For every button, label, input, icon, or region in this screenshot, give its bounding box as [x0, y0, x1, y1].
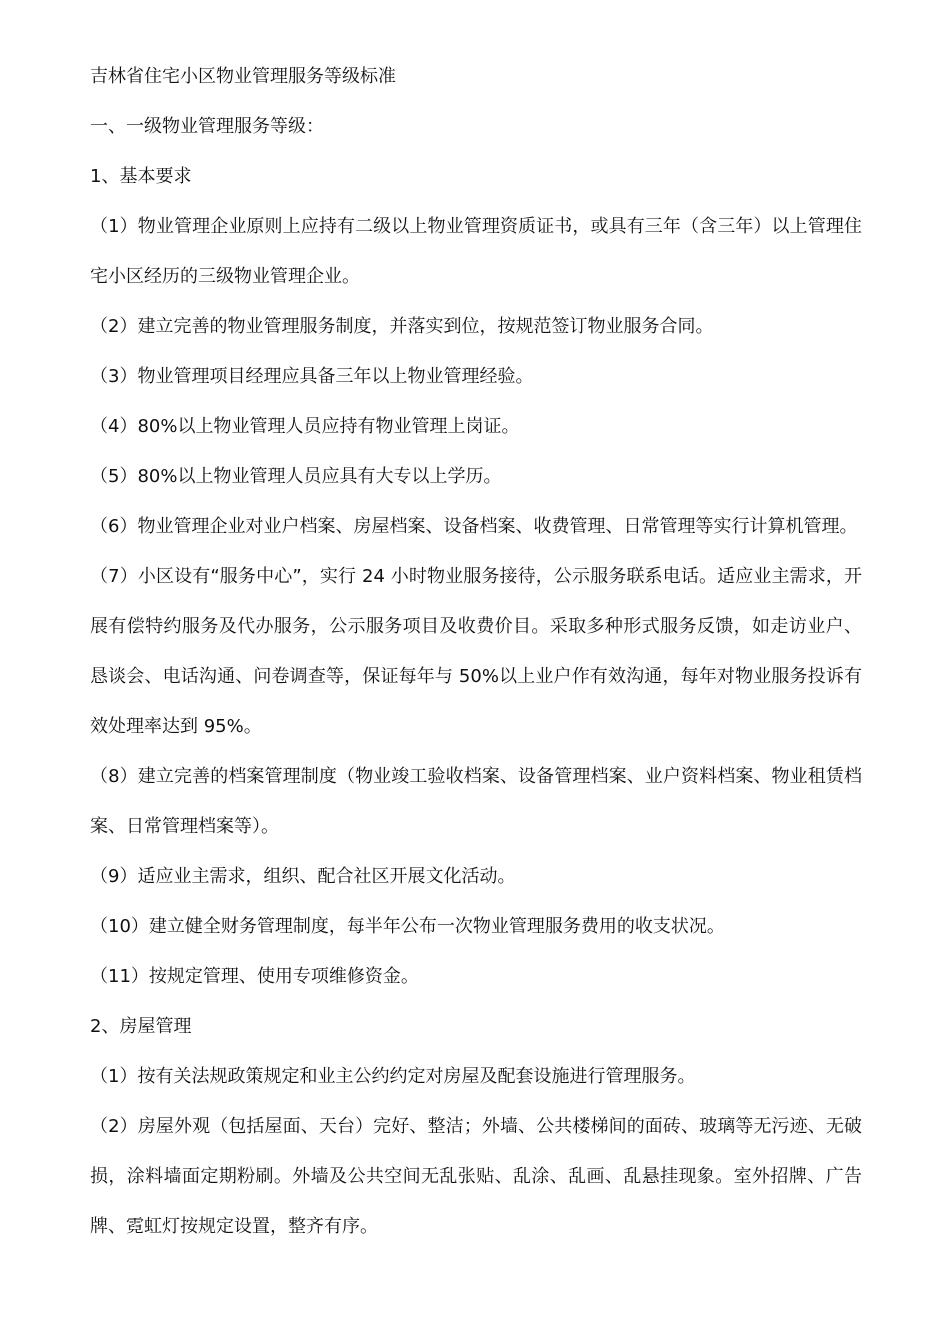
list-item: （9）适应业主需求，组织、配合社区开展文化活动。 — [90, 866, 516, 887]
list-item: （7）小区设有“服务中心”，实行 24 小时物业服务接待，公示服务联系电话。适应业主需求，开展有偿特约服务及代办服务，公示服务项目及收费价目。采取多种形式服务反馈，如走访业户、恳谈会、电话沟通、问卷调查等，保证每年与 50%以上业户作有效沟通，每年对物业服务投诉有效处理率达到 95%。 — [90, 566, 862, 737]
document-page — [90, 52, 862, 1252]
list-item: （5）80%以上物业管理人员应具有大专以上学历。 — [90, 466, 502, 487]
list-item: （1）物业管理企业原则上应持有二级以上物业管理资质证书，或具有三年（含三年）以上管理住宅小区经历的三级物业管理企业。 — [90, 216, 862, 287]
list-item: （4）80%以上物业管理人员应持有物业管理上岗证。 — [90, 416, 520, 437]
list-item: （2）建立完善的物业管理服务制度，并落实到位，按规范签订物业服务合同。 — [90, 316, 714, 337]
list-item: （1）按有关法规政策规定和业主公约约定对房屋及配套设施进行管理服务。 — [90, 1066, 696, 1087]
document-title: 吉林省住宅小区物业管理服务等级标准 — [90, 66, 396, 87]
list-item: （8）建立完善的档案管理制度（物业竣工验收档案、设备管理档案、业户资料档案、物业租赁档案、日常管理档案等）。 — [90, 766, 862, 837]
subsection-heading: 1、基本要求 — [90, 166, 192, 187]
list-item: （11）按规定管理、使用专项维修资金。 — [90, 966, 419, 987]
section-heading: 一、一级物业管理服务等级： — [90, 116, 324, 137]
subsection-heading: 2、房屋管理 — [90, 1016, 192, 1037]
list-item: （6）物业管理企业对业户档案、房屋档案、设备档案、收费管理、日常管理等实行计算机管理。 — [90, 516, 858, 537]
list-item: （3）物业管理项目经理应具备三年以上物业管理经验。 — [90, 366, 534, 387]
list-item: （2）房屋外观（包括屋面、天台）完好、整洁；外墙、公共楼梯间的面砖、玻璃等无污迹、无破损，涂料墙面定期粉刷。外墙及公共空间无乱张贴、乱涂、乱画、乱悬挂现象。室外招牌、广告牌、霓虹灯按规定设置，整齐有序。 — [90, 1116, 862, 1237]
list-item: （10）建立健全财务管理制度，每半年公布一次物业管理服务费用的收支状况。 — [90, 916, 725, 937]
